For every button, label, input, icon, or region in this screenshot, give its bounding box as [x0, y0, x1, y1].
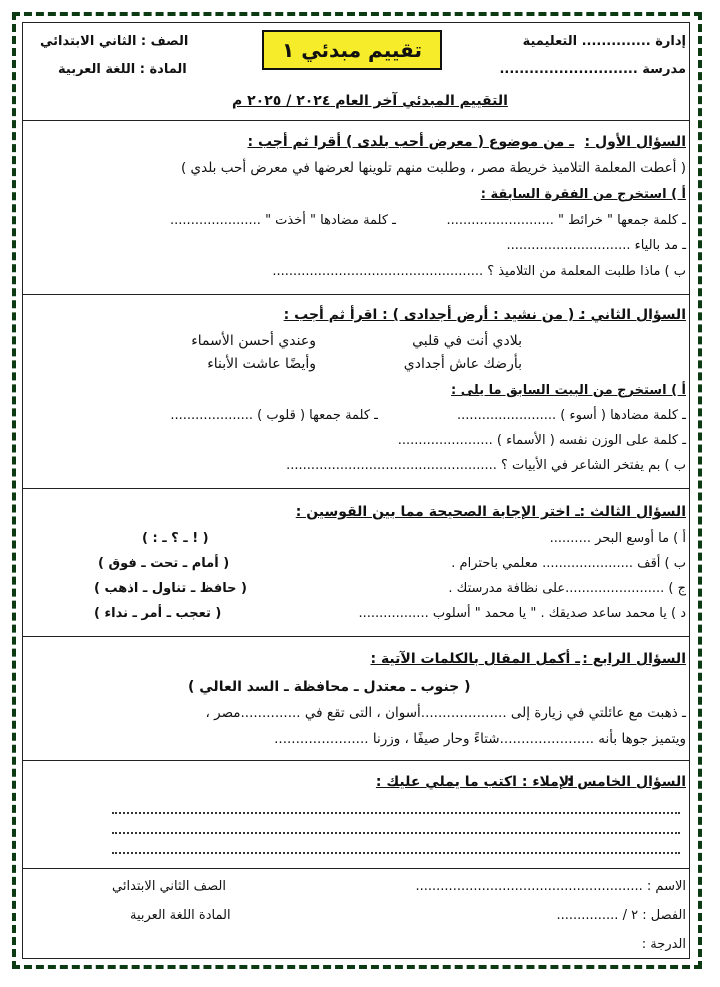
class-field: الفصل : ٢ / ............... — [556, 908, 686, 923]
q5-topic: الإملاء : اكتب ما يملي عليك : — [375, 774, 574, 790]
q1-passage: ( أعطت المعلمة التلاميذ خريطة مصر ، وطلبت منهم تلوينها لعرضها في معرض أحب بلدي ) — [181, 160, 686, 176]
q3-d: د ) يا محمد ساعد صديقك . " يا محمد " أسلوب ................. — [358, 606, 686, 621]
q3-d-options: ( تعجب ـ أمر ـ نداء ) — [94, 606, 222, 621]
q4-word-bank: ( جنوب ـ معتدل ـ محافظة ـ السد العالي ) — [188, 679, 471, 695]
q1-part-a: أ ) استخرج من الفقرة السابقة : — [480, 187, 686, 202]
q3-b-options: ( أمام ـ تحت ـ فوق ) — [98, 556, 230, 571]
q4-heading: السؤال الرابع : — [582, 651, 686, 667]
poem-line-2: وعندي أحسن الأسماء — [191, 333, 316, 349]
divider — [22, 760, 690, 761]
q3-heading: السؤال الثالث : — [579, 504, 686, 520]
divider — [22, 488, 690, 489]
exam-badge: تقييم مبدئي ١ — [262, 30, 442, 70]
poem-line-1: بلادي أنت في قلبي — [412, 333, 522, 349]
q2-part-b: ب ) بم يفتخر الشاعر في الأبيات ؟ ................................................... — [286, 458, 686, 473]
q1-item-plural: ـ كلمة جمعها " خرائط " .......................... — [446, 213, 686, 228]
q1-item-antonym: ـ كلمة مضادها " أخذت " ...................... — [170, 213, 396, 228]
footer-grade: الصف الثاني الابتدائي — [112, 879, 226, 894]
q4-topic: ـ أكمل المقال بالكلمات الآتية : — [370, 651, 580, 667]
q1-topic: ـ من موضوع ( معرض أحب بلدى ) أقرا ثم أجب : — [247, 134, 574, 150]
exam-title: التقييم المبدئي آخر العام ٢٠٢٤ / ٢٠٢٥ م — [232, 93, 508, 109]
divider — [22, 120, 690, 121]
divider — [22, 636, 690, 637]
q2-item-plural: ـ كلمة جمعها ( قلوب ) .................... — [170, 408, 378, 423]
q3-b: ب ) أقف ...................... معلمي باحترام . — [451, 556, 686, 571]
q3-a-options: ( ! ـ ؟ ـ : ) — [142, 531, 209, 546]
q1-heading: السؤال الأول : — [584, 134, 686, 150]
q2-item-antonym: ـ كلمة مضادها ( أسوء ) ........................ — [456, 408, 686, 423]
poem-line-3: بأرضك عاش أجدادي — [403, 356, 522, 372]
divider — [22, 294, 690, 295]
q1-part-b: ب ) ماذا طلبت المعلمة من التلاميذ ؟ ................................................... — [272, 264, 686, 279]
subject-label: المادة : اللغة العربية — [58, 62, 187, 77]
admin-label: إدارة .............. التعليمية — [522, 34, 686, 49]
q3-topic: ـ اختر الإجابة الصحيحة مما بين القوسين : — [295, 504, 580, 520]
score-field: الدرجة : — [641, 937, 686, 952]
q4-line-2: ويتميز جوها بأنه ......................شتاءً وحار صيفًا ، وزرنا ...................... — [274, 731, 686, 747]
q2-heading: السؤال الثاني : — [580, 307, 686, 323]
q4-line-1: ـ ذهبت مع عائلتي في زيارة إلى ....................أسوان ، التى تقع في ..............مصر ، — [205, 705, 686, 721]
school-label: مدرسة ............................ — [499, 62, 686, 77]
grade-label: الصف : الثاني الابتدائي — [40, 34, 189, 49]
dictation-line — [112, 832, 680, 834]
divider — [22, 868, 690, 869]
q3-c: ج ) ........................على نظافة مدرستك . — [448, 581, 686, 596]
q2-part-a: أ ) استخرج من البيت السابق ما يلى : — [451, 383, 686, 398]
footer-subject: المادة اللغة العربية — [130, 908, 231, 923]
q2-item-pattern: ـ كلمة على الوزن نفسه ( الأسماء ) ....................... — [397, 433, 686, 448]
dictation-line — [112, 852, 680, 854]
student-name-field: الاسم : ....................................................... — [415, 879, 686, 894]
poem-line-4: وأيضًا عاشت الأبناء — [207, 356, 316, 372]
q3-c-options: ( حافظ ـ تناول ـ اذهب ) — [94, 581, 247, 596]
q3-a: أ ) ما أوسع البحر .......... — [549, 531, 686, 546]
q5-heading: السؤال الخامس : — [566, 774, 686, 790]
q2-topic: ـ ( من نشيد : أرض أجدادى ) : اقرأ ثم أجب : — [283, 307, 584, 323]
q1-item-madd: ـ مد بالياء .............................. — [506, 238, 686, 253]
dictation-line — [112, 812, 680, 814]
